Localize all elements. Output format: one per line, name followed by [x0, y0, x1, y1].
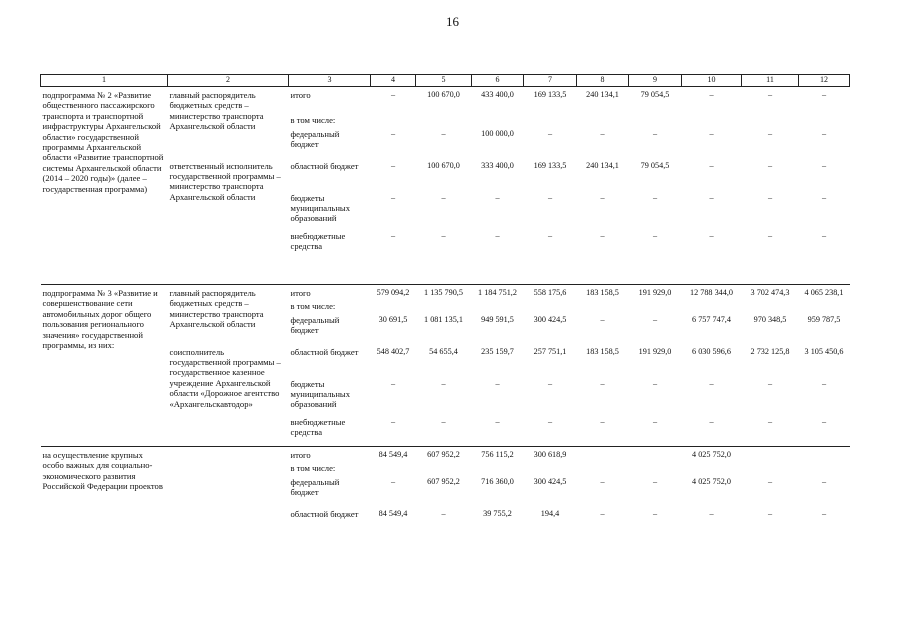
value-cell: 84 549,4: [371, 447, 416, 461]
value-cell: [742, 299, 799, 313]
value-cell: [577, 447, 629, 461]
value-cell: –: [600, 378, 605, 388]
value-cell: –: [390, 160, 396, 170]
value-cell: –: [821, 476, 827, 486]
header-cell: 1: [41, 75, 168, 87]
value-cell: 12 788 344,0: [682, 285, 742, 299]
value-cell: –: [821, 128, 827, 138]
value-cell: –: [390, 192, 396, 202]
value-cell: –: [652, 416, 658, 426]
value-cell: 257 751,1: [533, 346, 567, 356]
value-cell: –: [652, 192, 658, 202]
value-cell: –: [441, 416, 446, 426]
value-cell: –: [390, 90, 396, 99]
value-cell: [799, 461, 850, 475]
value-cell: –: [767, 416, 773, 426]
value-cell: 607 952,2: [416, 447, 472, 461]
value-cell: –: [600, 314, 605, 324]
funding-source-cell: итого: [290, 90, 311, 100]
value-cell: 1 135 790,5: [416, 285, 472, 299]
value-cell: –: [767, 476, 773, 486]
value-cell: –: [709, 416, 714, 426]
value-cell: –: [767, 128, 773, 138]
funding-source-cell: в том числе:: [290, 114, 336, 125]
value-cell: –: [821, 230, 827, 240]
value-cell: [371, 461, 416, 475]
value-cell: –: [767, 192, 773, 202]
value-cell: –: [600, 416, 605, 426]
value-cell: 194,4: [540, 508, 560, 518]
value-cell: 191 929,0: [629, 285, 682, 299]
value-cell: 183 158,5: [586, 346, 619, 356]
value-cell: –: [495, 192, 500, 202]
value-cell: 30 691,5: [378, 314, 408, 324]
value-cell: –: [495, 378, 500, 388]
funding-source-cell: федеральный бюджет: [290, 314, 340, 335]
value-cell: [577, 461, 629, 475]
value-cell: –: [441, 128, 446, 138]
header-cell: 12: [799, 75, 850, 87]
value-cell: 79 054,5: [640, 160, 670, 170]
value-cell: 2 732 125,8: [750, 346, 790, 356]
value-cell: –: [547, 416, 553, 426]
funding-source-cell: в том числе:: [290, 300, 336, 311]
value-cell: –: [547, 378, 553, 388]
value-cell: –: [390, 128, 396, 138]
value-cell: –: [390, 476, 396, 486]
value-cell: 100 670,0: [427, 160, 460, 170]
value-cell: 300 424,5: [533, 314, 567, 324]
header-cell: 8: [577, 75, 629, 87]
value-cell: –: [441, 192, 446, 202]
value-cell: –: [441, 378, 446, 388]
value-cell: 54 655,4: [429, 346, 458, 356]
value-cell: 6 757 747,4: [692, 314, 731, 324]
value-cell: –: [821, 90, 827, 99]
page-number: 16: [446, 14, 459, 29]
value-cell: –: [441, 230, 446, 240]
header-cell: 5: [416, 75, 472, 87]
value-cell: [799, 299, 850, 313]
value-cell: 1 081 135,1: [424, 314, 463, 324]
value-cell: 4 025 752,0: [692, 476, 731, 486]
value-cell: –: [390, 378, 396, 388]
funding-source-cell: итого: [289, 285, 371, 299]
value-cell: –: [767, 378, 773, 388]
executor-main-cell: главный распорядитель бюджетных средств – министерство транспорта Архангельской области: [169, 90, 264, 132]
value-cell: 558 175,6: [524, 285, 577, 299]
value-cell: –: [767, 508, 773, 518]
value-cell: –: [652, 476, 658, 486]
value-cell: 1 184 751,2: [472, 285, 524, 299]
value-cell: –: [600, 192, 605, 202]
value-cell: –: [547, 128, 553, 138]
value-cell: [472, 113, 524, 127]
value-cell: [472, 299, 524, 313]
header-cell: 4: [371, 75, 416, 87]
value-cell: 949 591,5: [481, 314, 514, 324]
value-cell: –: [821, 508, 827, 518]
funding-source-cell: федеральный бюджет: [290, 128, 340, 149]
value-cell: –: [547, 192, 553, 202]
value-cell: [742, 447, 799, 461]
value-cell: 579 094,2: [371, 285, 416, 299]
value-cell: [416, 299, 472, 313]
value-cell: [629, 299, 682, 313]
header-cell: 10: [682, 75, 742, 87]
funding-source-cell: федеральный бюджет: [290, 476, 340, 497]
value-cell: –: [441, 508, 446, 518]
value-cell: 333 400,0: [481, 160, 514, 170]
funding-source-cell: итого: [289, 447, 371, 461]
value-cell: 6 030 596,6: [692, 346, 731, 356]
value-cell: [629, 447, 682, 461]
funding-source-cell: областной бюджет: [290, 346, 359, 357]
value-cell: –: [709, 90, 714, 99]
value-cell: [472, 461, 524, 475]
header-cell: 6: [472, 75, 524, 87]
value-cell: [577, 299, 629, 313]
value-cell: 300 424,5: [533, 476, 567, 486]
value-cell: 84 549,4: [378, 508, 408, 518]
funding-source-cell: областной бюджет: [290, 160, 359, 171]
value-cell: –: [600, 476, 605, 486]
header-cell: 3: [289, 75, 371, 87]
header-row: [41, 75, 850, 87]
funding-source-cell: внебюджетные средства: [290, 416, 346, 437]
program-name-cell: на осуществление крупных особо важных для социально-экономического развития Российской Федерации проектов: [41, 447, 168, 539]
table-row: [41, 87, 850, 113]
value-cell: 240 134,1: [586, 160, 619, 170]
value-cell: –: [767, 90, 773, 99]
value-cell: –: [821, 416, 827, 426]
funding-source-cell: областной бюджет: [290, 508, 359, 519]
value-cell: [629, 113, 682, 127]
value-cell: 3 702 474,3: [742, 285, 799, 299]
value-cell: –: [390, 416, 396, 426]
value-cell: –: [821, 192, 827, 202]
value-cell: 756 115,2: [472, 447, 524, 461]
value-cell: 959 787,5: [807, 314, 841, 324]
value-cell: [682, 113, 742, 127]
value-cell: 39 755,2: [483, 508, 512, 518]
executor-second-cell: [168, 507, 289, 539]
value-cell: –: [652, 128, 658, 138]
value-cell: [799, 113, 850, 127]
funding-source-cell: бюджеты муниципальных образований: [290, 378, 350, 410]
value-cell: –: [821, 160, 827, 170]
value-cell: 169 133,5: [533, 90, 567, 99]
value-cell: –: [600, 508, 605, 518]
value-cell: –: [495, 230, 500, 240]
value-cell: –: [821, 378, 827, 388]
budget-table: [40, 74, 850, 539]
value-cell: [524, 299, 577, 313]
value-cell: [524, 461, 577, 475]
header-cell: 7: [524, 75, 577, 87]
value-cell: [416, 461, 472, 475]
value-cell: [577, 113, 629, 127]
value-cell: [524, 113, 577, 127]
value-cell: –: [709, 128, 714, 138]
value-cell: [799, 447, 850, 461]
executor-second-cell: ответственный исполнитель государственной программы – министерство транспорта Архангельской области: [169, 160, 281, 202]
value-cell: –: [600, 128, 605, 138]
value-cell: 300 618,9: [524, 447, 577, 461]
value-cell: –: [495, 416, 500, 426]
table-row: [41, 447, 850, 461]
value-cell: –: [767, 160, 773, 170]
value-cell: 4 025 752,0: [682, 447, 742, 461]
value-cell: 100 670,0: [427, 90, 460, 99]
executor-main-cell: главный распорядитель бюджетных средств – министерство транспорта Архангельской области: [168, 285, 289, 345]
value-cell: –: [652, 314, 658, 324]
executor-second-cell: соисполнитель государственной программы – государственное казенное учреждение Архангельской области «Дорожное агентство «Архангельскавтодор»: [169, 346, 281, 409]
value-cell: [742, 113, 799, 127]
value-cell: –: [709, 378, 714, 388]
value-cell: –: [709, 230, 714, 240]
value-cell: –: [547, 230, 553, 240]
funding-source-cell: в том числе:: [290, 462, 336, 473]
program-name-cell: подпрограмма № 3 «Развитие и совершенствование сети автомобильных дорог общего пользования регионального значения» государственной программы, из них:: [41, 285, 168, 447]
value-cell: [629, 461, 682, 475]
value-cell: 169 133,5: [533, 160, 567, 170]
value-cell: –: [652, 230, 658, 240]
value-cell: –: [652, 508, 658, 518]
value-cell: –: [600, 230, 605, 240]
funding-source-cell: бюджеты муниципальных образований: [290, 192, 350, 224]
header-cell: 11: [742, 75, 799, 87]
program-name-cell: подпрограмма № 2 «Развитие общественного пассажирского транспорта и транспортной инфраструктуры Архангельской области» государственной программы Архангельской области «Развитие транспортной системы Архангельской области (2014 – 2020 годы)» (далее – государственная программа): [42, 90, 164, 194]
funding-source-cell: внебюджетные средства: [290, 230, 346, 251]
value-cell: [416, 113, 472, 127]
value-cell: 240 134,1: [586, 90, 619, 99]
value-cell: [682, 461, 742, 475]
header-cell: 9: [629, 75, 682, 87]
value-cell: 433 400,0: [481, 90, 514, 99]
value-cell: –: [390, 230, 396, 240]
value-cell: [371, 113, 416, 127]
value-cell: 183 158,5: [577, 285, 629, 299]
value-cell: 191 929,0: [638, 346, 672, 356]
table-row: [41, 285, 850, 299]
value-cell: 970 348,5: [753, 314, 787, 324]
executor-main-cell: [168, 447, 289, 507]
value-cell: 548 402,7: [376, 346, 410, 356]
value-cell: [371, 299, 416, 313]
value-cell: 235 159,7: [481, 346, 514, 356]
header-cell: 2: [168, 75, 289, 87]
value-cell: –: [767, 230, 773, 240]
value-cell: 3 105 450,6: [804, 346, 844, 356]
value-cell: 4 065 238,1: [799, 285, 850, 299]
value-cell: –: [709, 192, 714, 202]
value-cell: 607 952,2: [427, 476, 460, 486]
value-cell: –: [709, 508, 714, 518]
value-cell: [682, 299, 742, 313]
value-cell: 79 054,5: [640, 90, 670, 99]
value-cell: [742, 461, 799, 475]
value-cell: 716 360,0: [481, 476, 514, 486]
value-cell: –: [652, 378, 658, 388]
value-cell: –: [709, 160, 714, 170]
value-cell: 100 000,0: [481, 128, 514, 138]
